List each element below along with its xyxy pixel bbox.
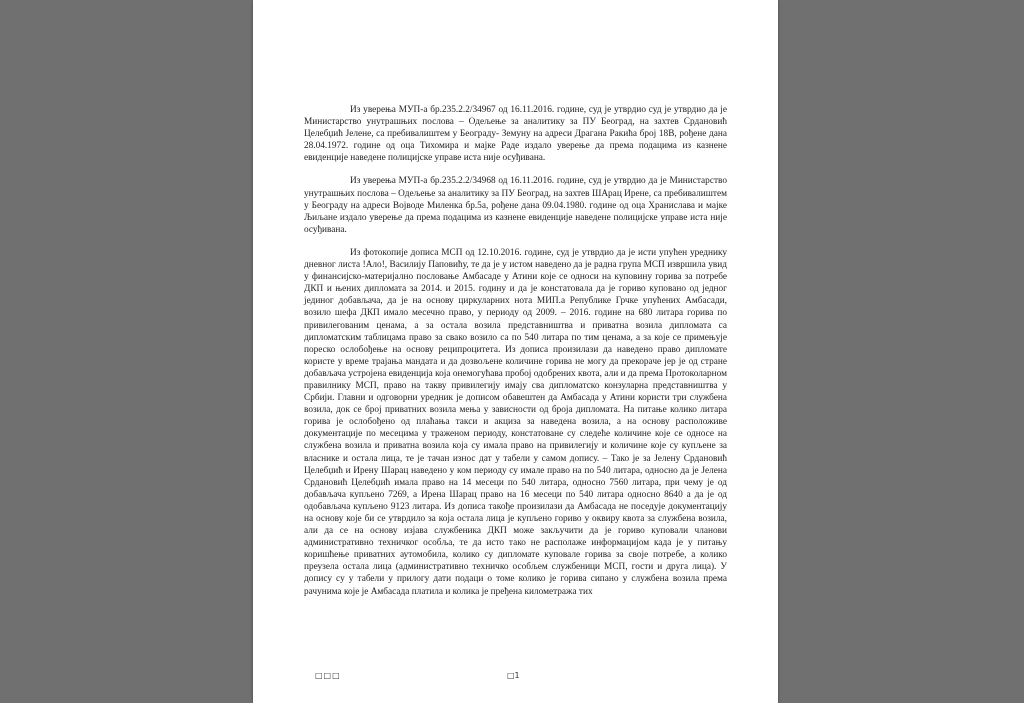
- paragraph-3: Из фотокопије дописа МСП од 12.10.2016. године, суд је утврдио да је исти упућен уреднику дневног листа !Ало!, Василију Паповићу, те да је у истом наведено да је радна група МСП извршила увид у финансијско-материјално пословање Амбасаде у Атини које се односи на куповину горива за потребе ДКП и њених дипломата за 2014. и 2015. годину и да је констатовала да је гориво куповано од једног јединог добављача, да је на основу циркуларних нота МИП.а Републике Грчке упућених Амбасади, возило шефа ДКП имало месечно право, у периоду од 2009. – 2016. године на 680 литара горива по привилегованим ценама, а за остала возила представништва и приватна возила дипломата са дипломатским таблицама право за свако возило са по 540 литара по тим ценама, а за које се примењује пореско ослобођење на основу реципроцитета. Из дописа произилази да наведено право дипломате користе у време трајања мандата и да дозвољене количине горива не могу да прекораче јер је од стране добављача устројена евиденција која онемогућава пробој одобрених квота, али и да према Протоколарном правилнику МСП, право на такву привилегију имају сва дипломатско конзуларна представништва у Србији. Главни и одговорни уредник је дописом обавештен да Амбасада у Атини користи три службена возила, док се број приватних возила мења у зависности од броја дипломата. На питање колико литара горива је ослобођено од плаћања такси и акциза за наведена возила, а на основу расположиве документације по месецима у траженом периоду, констатоване су следеће количине које се односе на службена возила и приватна возила која су имала право на привилегију и количине које су купљене за власнике и остала лица, те је тачан износ дат у табели у самом допису. – Тако је за Јелену Срдановић Целебџић и Ирену Шарац наведено у ком периоду су имале право на по 540 литара, односно да је Јелена Срдановић Целебџић имала право на 14 месеци по 540 литара, односно 7560 литара, при чему је од добављача купљено 7269, а Ирена Шарац право на 16 месеци по 540 литара односно 8640 а да је од одобављача купљено 9123 литара. Из дописа такође произилази да Амбасада не поседује документацију на основу које би се утврдило за која остала лица је купљено гориво у оквиру квота за службена возила, али да се на основу изјава службеника ДКП може закључити да је гориво куповали чланови административно техничког особља, те да исто тако не располаже информацијом када је у питању коришћење приватних аутомобила, колико су дипломате куповале горива за своје потребе, а колико преузела остала лица (административно техничко особљем службеници МСП, гости и друга лица). У допису су у табели у прилогу дати подаци о томе колико је горива сипано у службена возила према рачунима које је Амбасада платила и колика је пређена километража тих: [304, 247, 727, 597]
- paragraph-1: Из уверења МУП-а бр.235.2.2/34967 од 16.11.2016. године, суд је утврдио суд је утврдио да је Министарство унутрашњих послова – Одељење за аналитику за ПУ Београд, на захтев Срдановић Целебџић Јелене, са пребивалиштем у Београду- Земуну на адреси Драгана Ракића број 18В, рођене дана 28.04.1972. године од оца Тихомира и мајке Раде издало уверење да према подацима из казнене евиденције наведене полицијске управе иста није осуђивана.: [304, 105, 727, 164]
- document-page: [253, 0, 778, 703]
- footer-marks: □□□: [315, 671, 341, 680]
- paragraph-2: Из уверења МУП-а бр.235.2.2/34968 од 16.11.2016. године, суд је утврдио да је Министарство унутрашњих послова – Одељење за аналитику за ПУ Београд, на захтев ШАрац Ирене, са пребивалиштем у Београду на адреси Војводе Миленка бр.5а, рођене дана 09.04.1980. године од оца Хранислава и мајке Љиљане издало уверење да према подацима из казнене евиденције наведене полицијске управе иста није осуђивана.: [304, 176, 727, 235]
- page-text: [304, 104, 727, 598]
- page-number: □1: [507, 671, 520, 680]
